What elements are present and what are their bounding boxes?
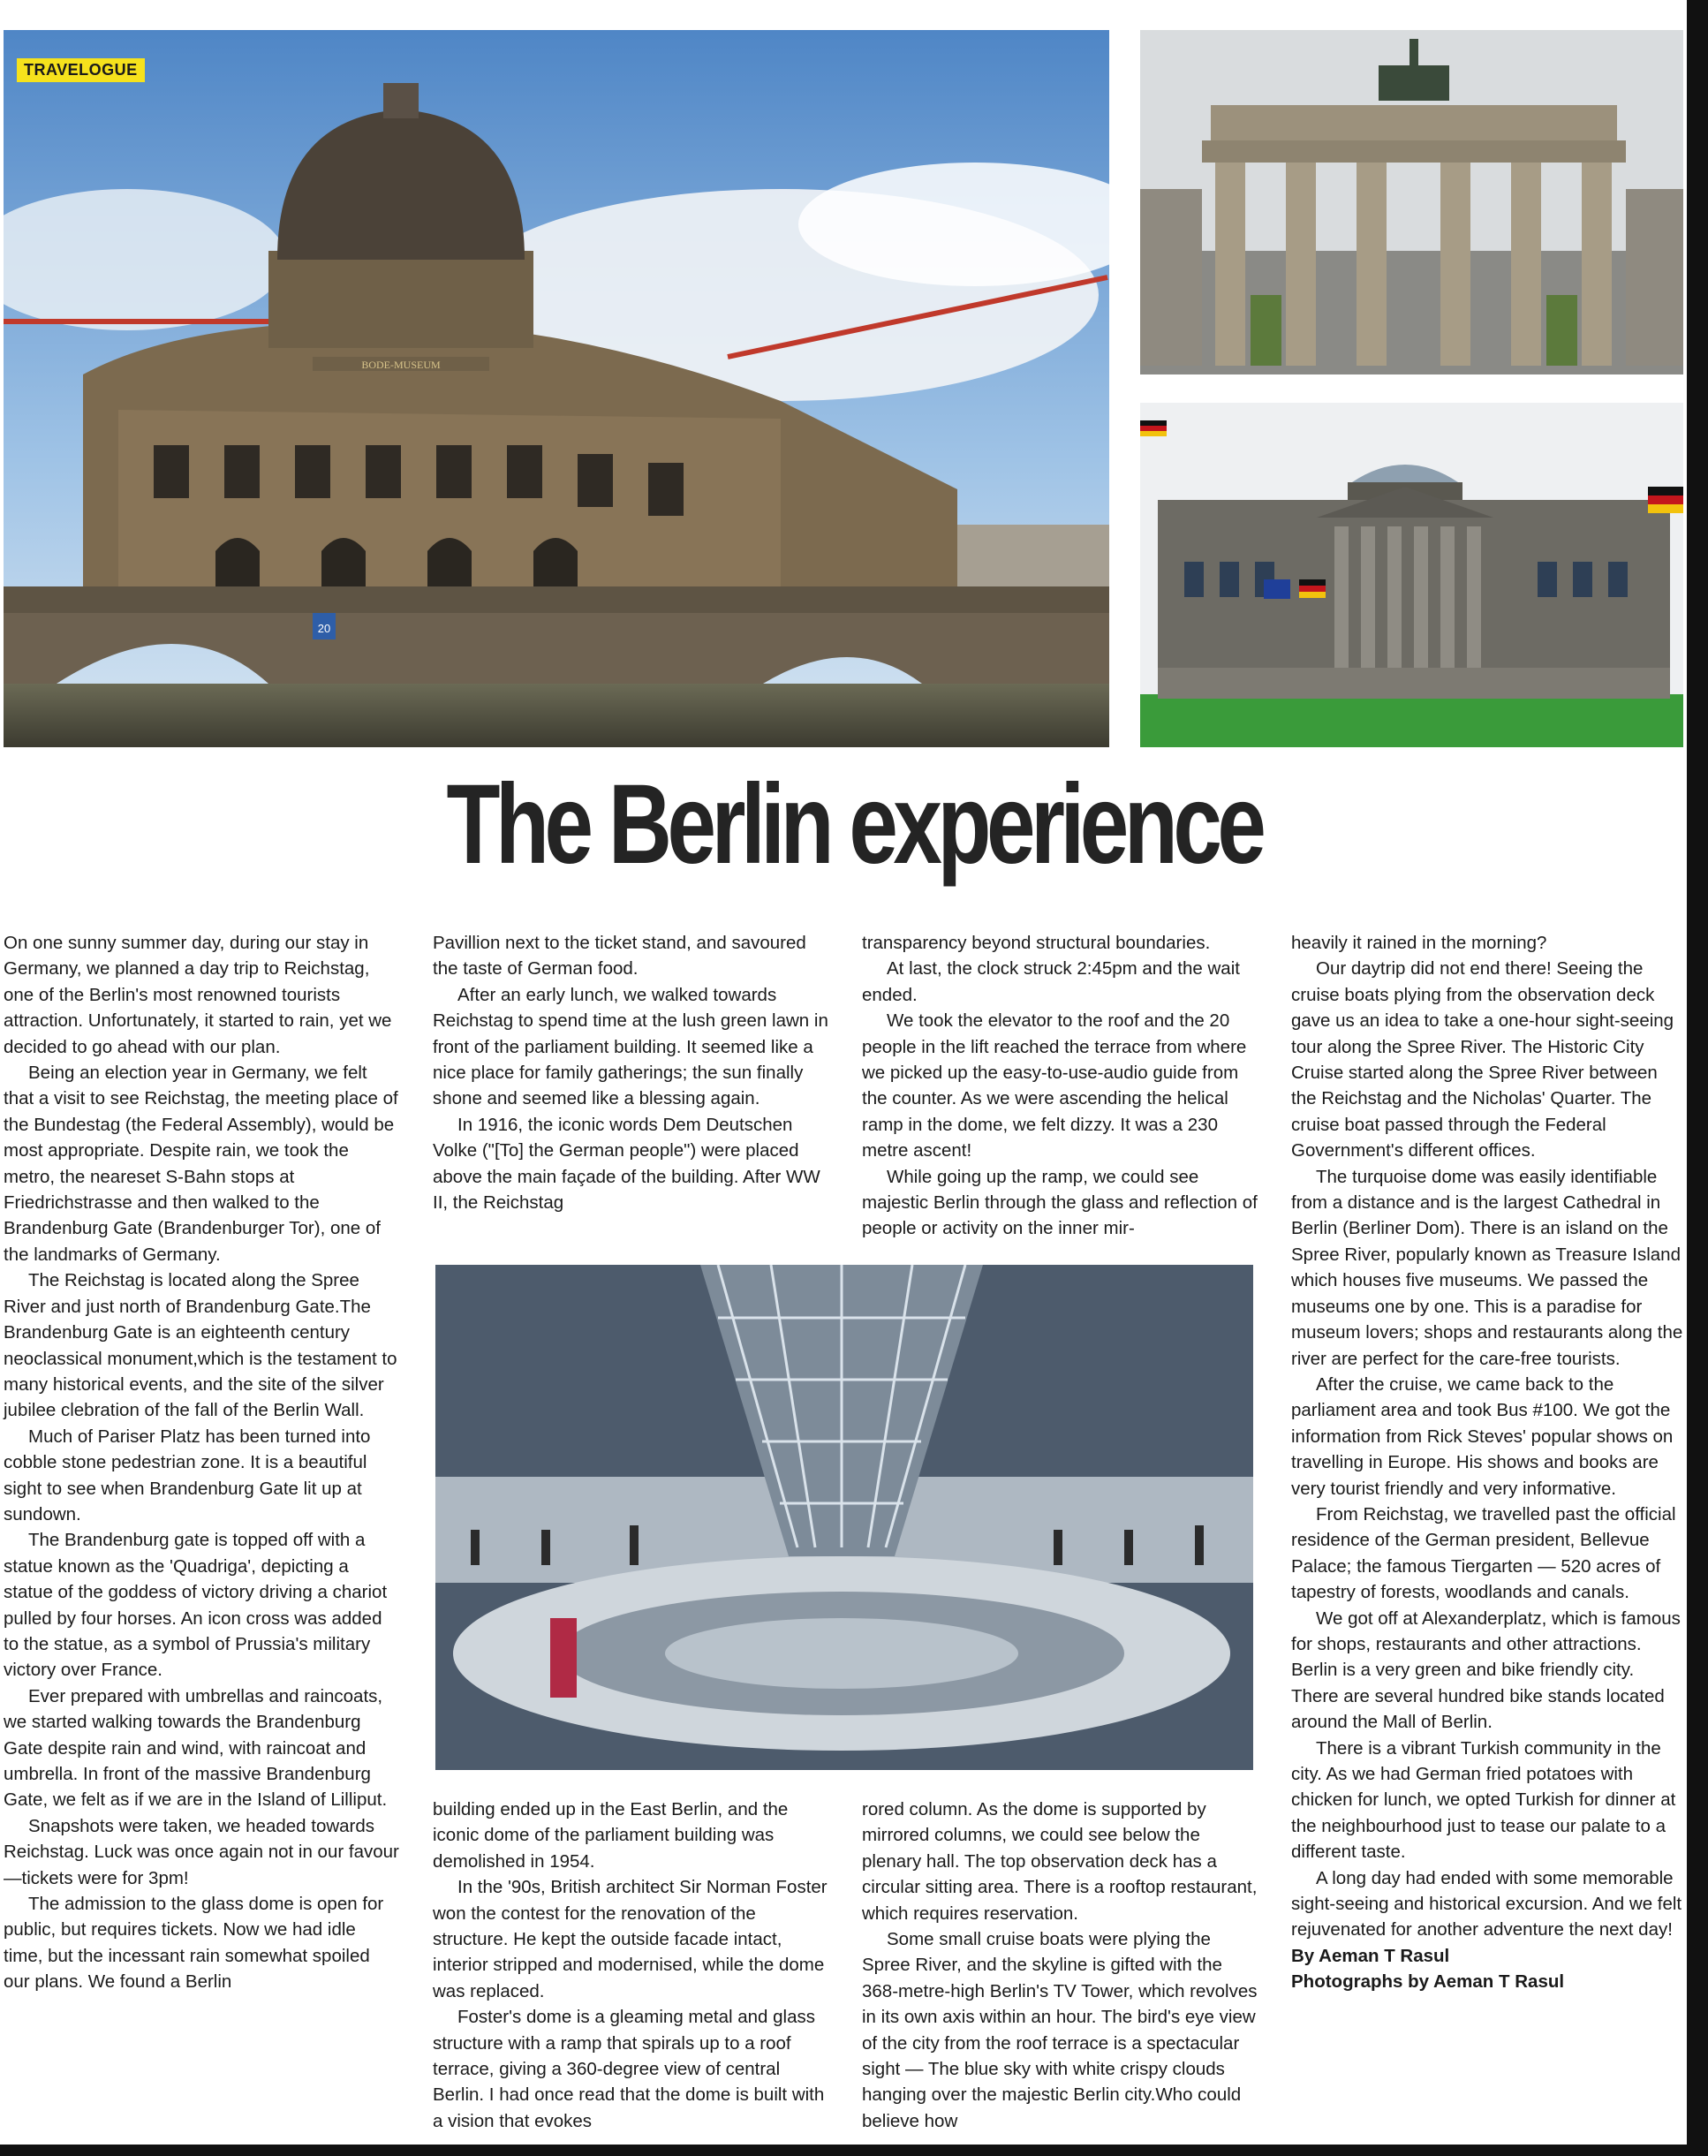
paragraph: We got off at Alexanderplatz, which is famous for shops, restaurants and other attractions. Berlin is a very green and bike friendly city. There are several hundred bike stands located around the Mall of Berlin. (1291, 1608, 1681, 1733)
paragraph: On one sunny summer day, during our stay in Germany, we planned a day trip to Reichstag, one of the Berlin's most renowned tourists attraction. Unfortunately, it started to rain, yet we decided to go ahead with our plan. (4, 933, 392, 1057)
page-bottom-edge (0, 2145, 1708, 2156)
photo-credit: Photographs by Aeman T Rasul (1291, 1971, 1565, 1993)
paragraph: Being an election year in Germany, we felt that a visit to see Reichstag, the meeting place of the Bundestag (the Federal Assembly), would be most appropriate. Despite rain, we took the metro, the neareset S-Bahn stops at Friedrichstrasse and then walked to the Brandenburg Gate (Brandenburger Tor), one of the landmarks of Germany. (4, 1063, 398, 1265)
brandenburg-gate-photo (1140, 30, 1683, 374)
paragraph: Ever prepared with umbrellas and raincoats, we started walking towards the Brandenburg Gate despite rain and wind, with raincoat and umbrella. In front of the massive Brandenburg Gate, we felt as if we are in the Island of Lilliput. (4, 1685, 388, 1811)
paragraph: Some small cruise boats were plying the Spree River, and the skyline is gifted with the 368-metre-high Berlin's TV Tower, which revolves in its own axis within an hour. The bird's eye view of the city from the roof terrace is a spectacular sight — The blue sky with white crispy clouds hanging over the majestic Berlin city.Who could believe how (862, 1929, 1258, 2131)
paragraph: transparency beyond structural boundaries. (862, 933, 1211, 953)
reichstag-photo (1140, 403, 1683, 747)
paragraph: The turquoise dome was easily identifiable from a distance and is the largest Cathedral in Berlin (Berliner Dom). There is an island on the Spree River, popularly known as Treasure Island which houses five museums. We passed the museums one by one. This is a paradise for museum lovers; shops and restaurants along the river are perfect for the care-free tourists. (1291, 1166, 1683, 1369)
paragraph: Foster's dome is a gleaming metal and glass structure with a ramp that spirals up to a roof terrace, giving a 360-degree view of central Berlin. I had once read that the dome is built with a vision that evokes (433, 2007, 825, 2131)
paragraph: Our daytrip did not end there! Seeing the cruise boats plying from the observation deck gave us an idea to take a one-hour sight-seeing tour along the Spree River. The Historic City Cruise started along the Spree River between the Reichstag and the Nicholas' Quarter. The cruise boat passed through the Federal Government's different offices. (1291, 958, 1674, 1161)
section-tag: TRAVELOGUE (17, 58, 145, 82)
paragraph: After the cruise, we came back to the parliament area and took Bus #100. We got the information from Rick Steves' popular shows on travelling in Europe. His shows and books are very tourist friendly and very informative. (1291, 1373, 1674, 1499)
paragraph: rored column. As the dome is supported by mirrored columns, we could see below the plenary hall. The top observation deck has a circular sitting area. There is a rooftop restaurant, which requires reservation. (862, 1799, 1258, 1924)
paragraph: We took the elevator to the roof and the 20 people in the lift reached the terrace from where we picked up the easy-to-use-audio guide from the counter. As we were ascending the helical ramp in the dome, we felt dizzy. It was a 230 metre ascent! (862, 1010, 1247, 1161)
paragraph: The Reichstag is located along the Spree River and just north of Brandenburg Gate.The Brandenburg Gate is an eighteenth century neoclassical monument,which is the testament to many historical events, and the site of the silver jubilee clebration of the fall of the Berlin Wall. (4, 1270, 397, 1421)
museum-sign-text: BODE-MUSEUM (361, 359, 441, 371)
paragraph: Pavillion next to the ticket stand, and savoured the taste of German food. (433, 933, 806, 980)
paragraph: In the '90s, British architect Sir Norman Foster won the contest for the renovation of the structure. He kept the outside facade intact, interior stripped and modernised, while the dome was replaced. (433, 1877, 828, 2001)
paragraph: Snapshots were taken, we headed towards Reichstag. Luck was once again not in our favour —tickets were for 3pm! (4, 1815, 399, 1888)
paragraph: At last, the clock struck 2:45pm and the wait ended. (862, 958, 1240, 1005)
paragraph: After an early lunch, we walked towards Reichstag to spend time at the lush green lawn in front of the parliament building. It seemed like a nice place for family gatherings; the sun finally shone and seemed like a blessing again. (433, 984, 828, 1109)
paragraph: Much of Pariser Platz has been turned into cobble stone pedestrian zone. It is a beautiful sight to see when Brandenburg Gate lit up at sundown. (4, 1426, 371, 1524)
paragraph: The Brandenburg gate is topped off with a statue known as the 'Quadriga', depicting a statue of the goddess of victory driving a chariot pulled by four horses. An icon cross was added to the statue, as a symbol of Prussia's military victory over France. (4, 1530, 388, 1681)
paragraph: In 1916, the iconic words Dem Deutschen Volke ("[To] the German people") were placed above the main façade of the building. After WW II, the Reichstag (433, 1114, 820, 1214)
text-column-2-top (433, 930, 828, 1215)
paragraph: While going up the ramp, we could see majestic Berlin through the glass and reflection of people or activity on the inner mir- (862, 1166, 1258, 1239)
paragraph: building ended up in the East Berlin, and the iconic dome of the parliament building was demolished in 1954. (433, 1799, 789, 1872)
text-column-3-bottom (862, 1797, 1258, 2134)
road-sign-number: 20 (317, 622, 331, 635)
reichstag-dome-interior-photo (435, 1265, 1253, 1770)
paragraph: There is a vibrant Turkish community in the city. As we had German fried potatoes with chicken for lunch, we opted Turkish for dinner at the neighbourhood just to tease our palate to a different taste. (1291, 1737, 1676, 1863)
text-column-2-bottom (433, 1797, 828, 2134)
text-column-1 (4, 930, 399, 1995)
bode-museum-photo (4, 30, 1109, 747)
byline: By Aeman T Rasul (1291, 1945, 1450, 1966)
paragraph: A long day had ended with some memorable sight-seeing and historical excursion. And we felt rejuvenated for another adventure the next day! (1291, 1867, 1682, 1940)
paragraph: From Reichstag, we travelled past the official residence of the German president, Bellevue Palace; the famous Tiergarten — 520 acres of tapestry of forests, woodlands and canals. (1291, 1503, 1676, 1603)
paragraph: The admission to the glass dome is open for public, but requires tickets. Now we had idle time, but the incessant rain somewhat spoiled our plans. We found a Berlin (4, 1894, 384, 1993)
text-column-4 (1291, 930, 1685, 1995)
page-edge (1687, 0, 1708, 2156)
headline: The Berlin experience (446, 761, 1262, 888)
text-column-3-top (862, 930, 1258, 1242)
paragraph: heavily it rained in the morning? (1291, 933, 1547, 953)
